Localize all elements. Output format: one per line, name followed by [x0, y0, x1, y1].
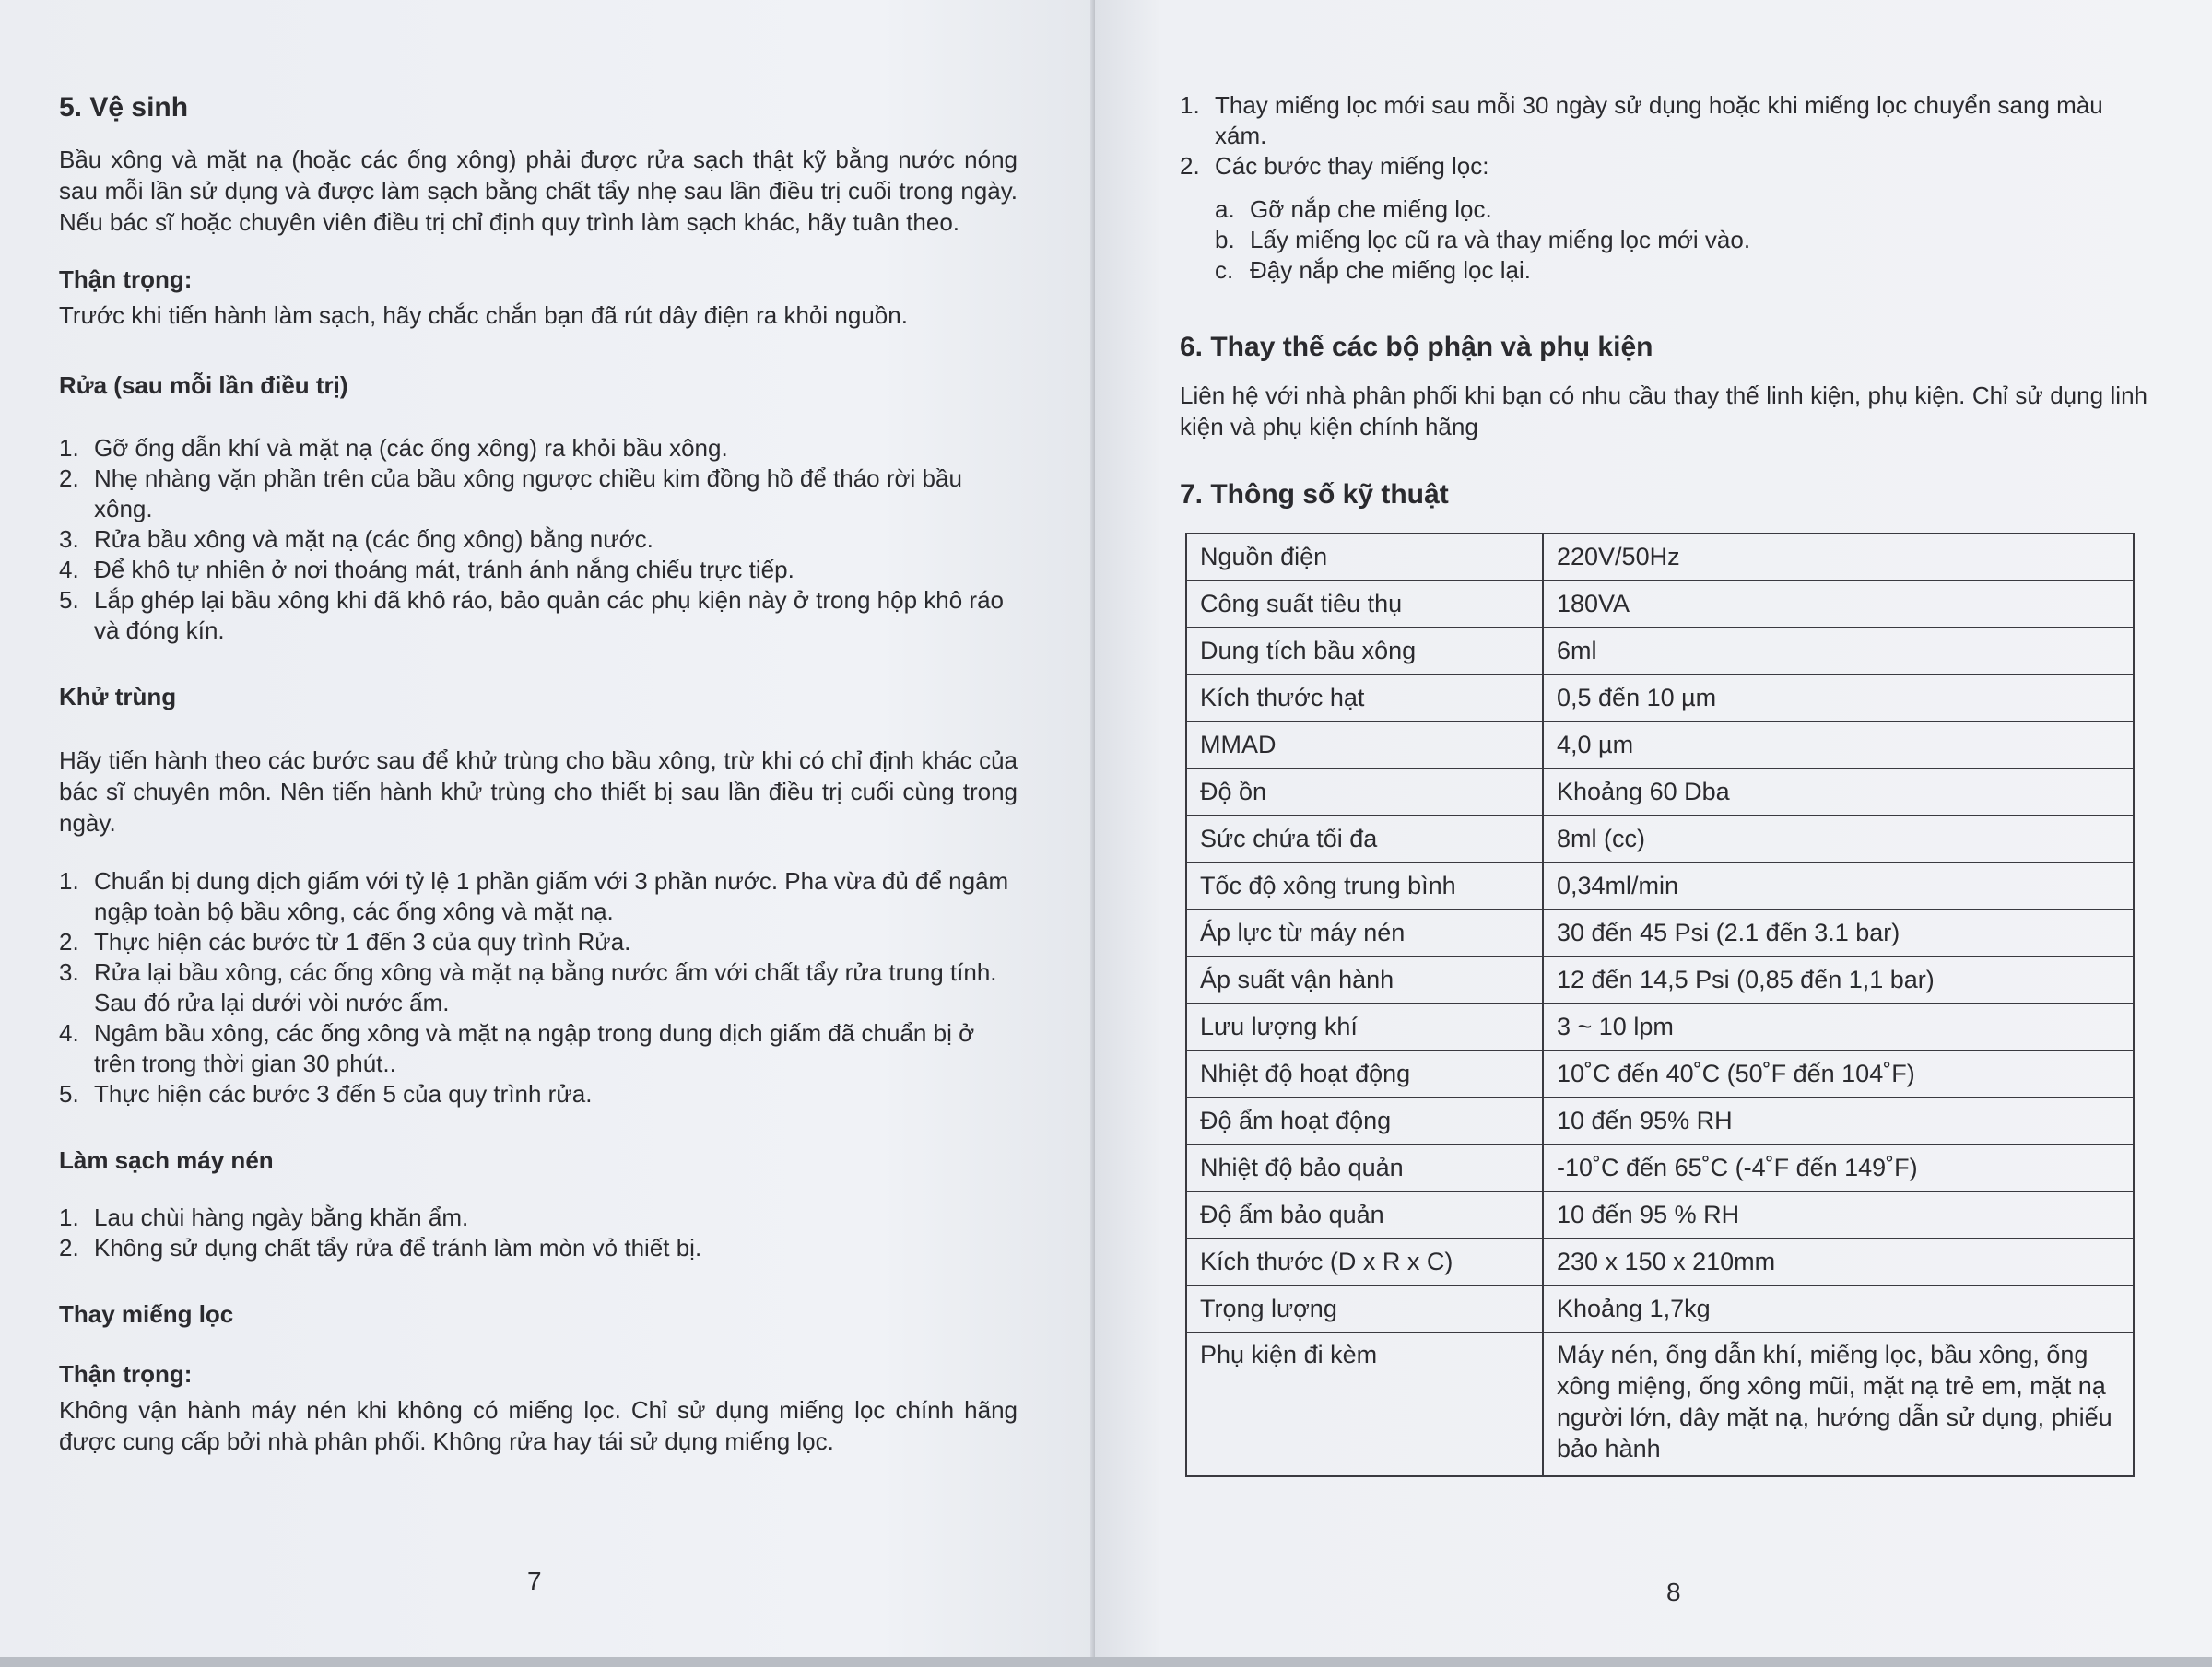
spec-key: Tốc độ xông trung bình: [1186, 863, 1543, 910]
table-row: [1186, 1098, 2134, 1145]
filter-title: Thay miếng lọc: [59, 1300, 234, 1328]
table-row: [1186, 1145, 2134, 1192]
spec-value: 12 đến 14,5 Psi (0,85 đến 1,1 bar): [1543, 957, 2134, 1004]
spec-value: 10 đến 95 % RH: [1543, 1192, 2134, 1239]
spec-value: 10˚C đến 40˚C (50˚F đến 104˚F): [1543, 1051, 2134, 1098]
left-content: [59, 92, 1018, 1457]
list-item: 3. Rửa bầu xông và mặt nạ (các ống xông) bằng nước.: [59, 525, 653, 553]
table-row: [1186, 1239, 2134, 1285]
spec-key: Kích thước hạt: [1186, 675, 1543, 722]
spec-key: Nhiệt độ hoạt động: [1186, 1051, 1543, 1098]
disinfect-steps: [59, 866, 1018, 1109]
table-row: [1186, 910, 2134, 957]
page-right: [1095, 0, 2212, 1659]
compressor-title: Làm sạch máy nén: [59, 1146, 274, 1174]
caution-title: Thận trọng:: [59, 265, 193, 293]
filter-caution-title: Thận trọng:: [59, 1360, 193, 1388]
right-content: [1180, 90, 2147, 1477]
spec-key: Sức chứa tối đa: [1186, 816, 1543, 863]
spec-key: MMAD: [1186, 722, 1543, 769]
section-7-title: 7. Thông số kỹ thuật: [1180, 479, 1449, 510]
list-item: 5. Lắp ghép lại bầu xông khi đã khô ráo, bảo quản các phụ kiện này ở trong hộp khô ráo và đóng kín.: [59, 586, 1004, 644]
spec-value: 6ml: [1543, 628, 2134, 675]
list-item: c. Đậy nắp che miếng lọc lại.: [1215, 256, 1531, 284]
spec-key: Độ ẩm bảo quản: [1186, 1192, 1543, 1239]
disinfect-intro: Hãy tiến hành theo các bước sau để khử trùng cho bầu xông, trừ khi có chỉ định khác của bác sĩ chuyên môn. Nên tiến hành khử trùng cho thiết bị sau lần điều trị cuối cùng trong ngày.: [59, 746, 1018, 837]
spec-key: Độ ẩm hoạt động: [1186, 1098, 1543, 1145]
list-item: 1. Chuẩn bị dung dịch giấm với tỷ lệ 1 phần giấm với 3 phần nước. Pha vừa đủ để ngâm ngập toàn bộ bầu xông, các ống xông và mặt nạ.: [59, 867, 1009, 925]
section-5-intro: Bầu xông và mặt nạ (hoặc các ống xông) phải được rửa sạch thật kỹ bằng nước nóng sau mỗi lần sử dụng và được làm sạch bằng chất tẩy nhẹ sau lần điều trị cuối trong ngày. Nếu bác sĩ hoặc chuyên viên điều trị chỉ định quy trình làm sạch khác, hãy tuân theo.: [59, 146, 1018, 236]
spec-key: Áp suất vận hành: [1186, 957, 1543, 1004]
spec-key: Công suất tiêu thụ: [1186, 581, 1543, 628]
table-row: [1186, 628, 2134, 675]
list-item: 2. Không sử dụng chất tẩy rửa để tránh làm mòn vỏ thiết bị.: [59, 1234, 702, 1262]
spec-value: 3 ~ 10 lpm: [1543, 1004, 2134, 1051]
section-5-title: 5. Vệ sinh: [59, 92, 189, 123]
list-item: 1. Lau chùi hàng ngày bằng khăn ẩm.: [59, 1203, 469, 1231]
list-item: a. Gỡ nắp che miếng lọc.: [1215, 195, 1492, 223]
spec-value: Khoảng 60 Dba: [1543, 769, 2134, 816]
list-item: 5. Thực hiện các bước 3 đến 5 của quy trình rửa.: [59, 1080, 593, 1108]
filter-steps: [1180, 90, 2147, 182]
table-row: [1186, 1332, 2134, 1476]
filter-caution-text: Không vận hành máy nén khi không có miếng lọc. Chỉ sử dụng miếng lọc chính hãng được cung cấp bởi nhà phân phối. Không rửa hay tái sử dụng miếng lọc.: [59, 1396, 1018, 1455]
disinfect-title: Khử trùng: [59, 683, 177, 710]
section-6-title: 6. Thay thế các bộ phận và phụ kiện: [1180, 332, 1653, 362]
table-row: [1186, 722, 2134, 769]
table-row: [1186, 769, 2134, 816]
table-row: [1186, 863, 2134, 910]
table-row: [1186, 1192, 2134, 1239]
spec-value: 8ml (cc): [1543, 816, 2134, 863]
spec-value: Khoảng 1,7kg: [1543, 1285, 2134, 1332]
filter-substeps: [1180, 194, 2147, 286]
spec-value: 220V/50Hz: [1543, 534, 2134, 581]
table-row: [1186, 1051, 2134, 1098]
specs-table: [1185, 533, 2135, 1477]
table-row: [1186, 1285, 2134, 1332]
spec-key: Áp lực từ máy nén: [1186, 910, 1543, 957]
spec-key: Phụ kiện đi kèm: [1186, 1332, 1543, 1476]
page-number-right: 8: [1666, 1578, 1681, 1606]
wash-steps: [59, 433, 1018, 646]
spec-key: Nguồn điện: [1186, 534, 1543, 581]
list-item: 1. Gỡ ống dẫn khí và mặt nạ (các ống xông) ra khỏi bầu xông.: [59, 434, 728, 462]
page-bottom-edge: [0, 1657, 2212, 1667]
spec-key: Độ ồn: [1186, 769, 1543, 816]
spec-value: 4,0 µm: [1543, 722, 2134, 769]
spec-value: 10 đến 95% RH: [1543, 1098, 2134, 1145]
section-6-text: Liên hệ với nhà phân phối khi bạn có nhu cầu thay thế linh kiện, phụ kiện. Chỉ sử dụng linh kiện và phụ kiện chính hãng: [1180, 382, 2147, 440]
spec-key: Lưu lượng khí: [1186, 1004, 1543, 1051]
compressor-steps: [59, 1203, 1018, 1263]
spec-value: 180VA: [1543, 581, 2134, 628]
page-left: [0, 0, 1095, 1659]
spec-value: 230 x 150 x 210mm: [1543, 1239, 2134, 1285]
spec-value: 0,5 đến 10 µm: [1543, 675, 2134, 722]
list-item: 1. Thay miếng lọc mới sau mỗi 30 ngày sử dụng hoặc khi miếng lọc chuyển sang màu xám.: [1180, 91, 2103, 149]
list-item: 4. Ngâm bầu xông, các ống xông và mặt nạ ngập trong dung dịch giấm đã chuẩn bị ở trên trong thời gian 30 phút..: [59, 1019, 975, 1077]
spec-value: 0,34ml/min: [1543, 863, 2134, 910]
spec-key: Trọng lượng: [1186, 1285, 1543, 1332]
list-item: 2. Thực hiện các bước từ 1 đến 3 của quy trình Rửa.: [59, 928, 631, 956]
page-number-left: 7: [527, 1567, 542, 1595]
table-row: [1186, 581, 2134, 628]
table-row: [1186, 675, 2134, 722]
list-item: 4. Để khô tự nhiên ở nơi thoáng mát, tránh ánh nắng chiếu trực tiếp.: [59, 556, 794, 583]
table-row: [1186, 816, 2134, 863]
list-item: 3. Rửa lại bầu xông, các ống xông và mặt nạ bằng nước ấm với chất tẩy rửa trung tính. Sau đó rửa lại dưới vòi nước ấm.: [59, 958, 997, 1016]
spec-value: 30 đến 45 Psi (2.1 đến 3.1 bar): [1543, 910, 2134, 957]
table-row: [1186, 534, 2134, 581]
spec-value: Máy nén, ống dẫn khí, miếng lọc, bầu xông, ống xông miệng, ống xông mũi, mặt nạ trẻ em, mặt nạ người lớn, dây mặt nạ, hướng dẫn sử dụng, phiếu bảo hành: [1543, 1332, 2134, 1476]
spec-key: Kích thước (D x R x C): [1186, 1239, 1543, 1285]
spec-key: Dung tích bầu xông: [1186, 628, 1543, 675]
table-row: [1186, 957, 2134, 1004]
table-row: [1186, 1004, 2134, 1051]
spec-key: Nhiệt độ bảo quản: [1186, 1145, 1543, 1192]
wash-title: Rửa (sau mỗi lần điều trị): [59, 371, 348, 399]
list-item: 2. Nhẹ nhàng vặn phần trên của bầu xông ngược chiều kim đồng hồ để tháo rời bầu xông.: [59, 464, 962, 522]
spec-value: -10˚C đến 65˚C (-4˚F đến 149˚F): [1543, 1145, 2134, 1192]
list-item: 2. Các bước thay miếng lọc:: [1180, 152, 1489, 180]
list-item: b. Lấy miếng lọc cũ ra và thay miếng lọc mới vào.: [1215, 226, 1751, 253]
caution-text: Trước khi tiến hành làm sạch, hãy chắc chắn bạn đã rút dây điện ra khỏi nguồn.: [59, 301, 908, 329]
